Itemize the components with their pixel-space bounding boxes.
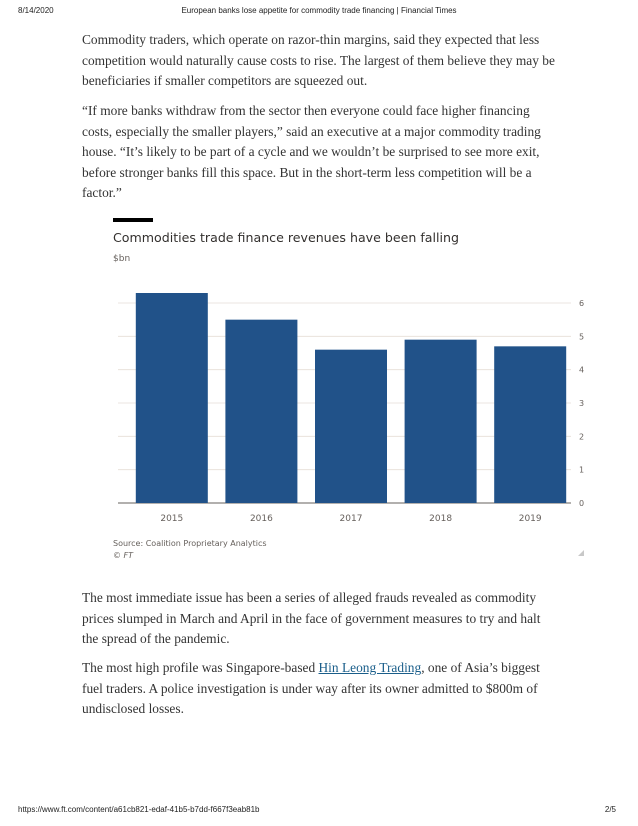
x-tick-label: 2017 [339, 514, 363, 524]
article-paragraph-1: Commodity traders, which operate on razor-thin margins, said they expected that less competition would naturally cause costs to rise. The largest of them believe they may be beneficiaries if smaller competitors are squeezed out. [82, 32, 555, 88]
article-paragraph-3: The most immediate issue has been a series of alleged frauds revealed as commodity prices slumped in March and April in the face of government measures to try and halt the spread of the pandemic. [82, 590, 541, 646]
paragraph-text: , one of Asia’s biggest fuel traders. A police investigation is under way after its owner admitted to $800m of undisclosed losses. [82, 660, 540, 716]
article-paragraph-2: “If more banks withdraw from the sector then everyone could face higher financing costs, especially the smaller players,” said an executive at a major commodity trading house. “It’s likely to be part of a cycle and we wouldn’t be surprised to see more exit, before stronger banks fill this space. But in the short-term less competition will be a factor.” [82, 103, 541, 200]
x-tick-label: 2016 [249, 514, 273, 524]
chart-plot [113, 218, 588, 536]
print-url: https://www.ft.com/content/a61cb821-edaf-41b5-b7dd-f667f3eab81b [18, 805, 260, 814]
chart-unit-label: $bn [113, 254, 131, 264]
y-tick-label: 6 [579, 299, 585, 308]
chart-copyright: © FT [113, 551, 134, 560]
y-tick-label: 1 [579, 465, 585, 475]
bar [136, 293, 208, 503]
y-tick-label: 4 [579, 365, 585, 375]
bar-chart [113, 218, 588, 568]
print-page-number: 2/5 [604, 805, 616, 814]
y-tick-label: 5 [579, 332, 585, 342]
paragraph-text: The most high profile was Singapore-based [82, 660, 319, 675]
y-tick-label: 2 [579, 432, 585, 442]
y-tick-label: 0 [579, 499, 585, 508]
bar [315, 350, 387, 503]
bar [405, 340, 477, 503]
chart-source: Source: Coalition Proprietary Analytics [113, 539, 267, 548]
print-page-title: European banks lose appetite for commodity trade financing | Financial Times [181, 6, 457, 15]
y-tick-label: 3 [579, 399, 585, 408]
hin-leong-trading-link[interactable]: Hin Leong Trading [318, 660, 422, 675]
x-tick-label: 2015 [160, 514, 184, 524]
article-paragraph-4 [82, 658, 558, 720]
bar [494, 346, 566, 503]
resize-handle-icon[interactable] [578, 550, 584, 556]
x-tick-label: 2019 [518, 514, 542, 524]
bar [225, 320, 297, 503]
x-tick-label: 2018 [429, 514, 453, 524]
print-date: 8/14/2020 [18, 6, 54, 15]
chart-title: Commodities trade finance revenues have been falling [113, 230, 459, 245]
